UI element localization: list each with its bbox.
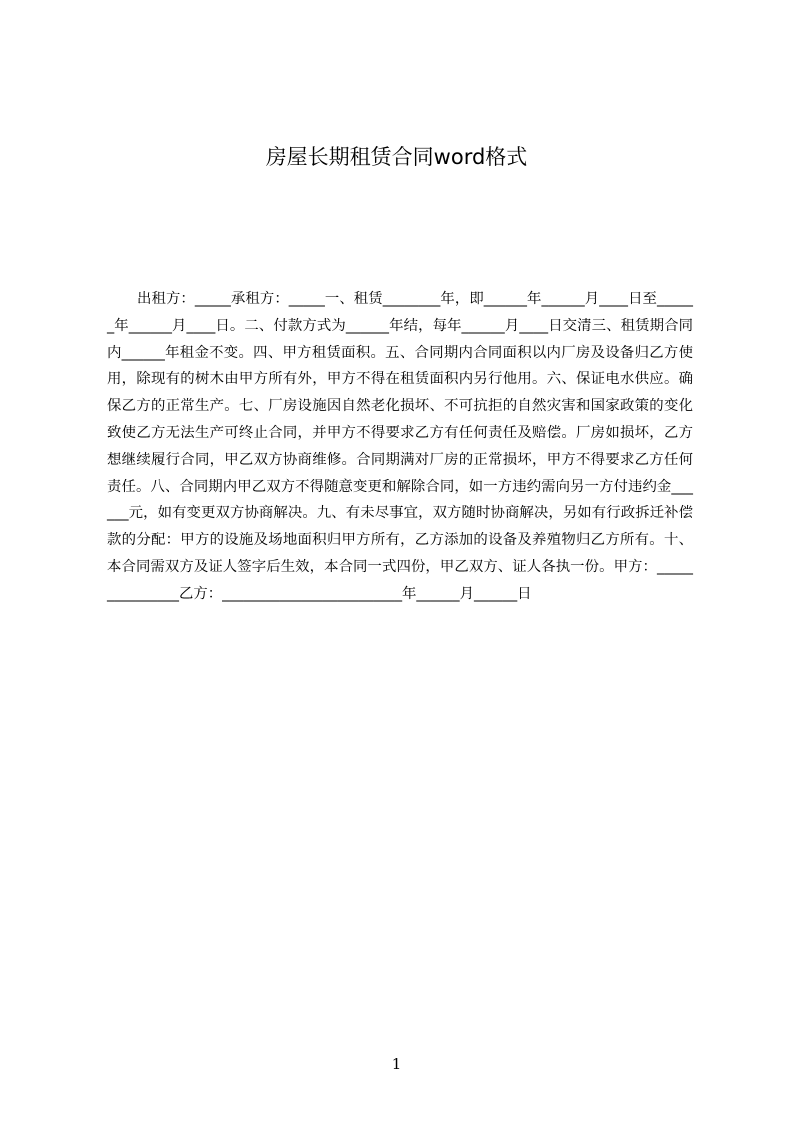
page-number: 1: [391, 1055, 402, 1073]
contract-body: 出租方：_____承租方：_____一、租赁________年，即______年______月____日至______年______月____日。二、付款方式为______年结，每年______月____日交清三、租赁期合同内______年租金不变。四、甲方租赁面积。五、合同期内合同面积以内厂房及设备归乙方使用，除现有的树木由甲方所有外，甲方不得在租赁面积内另行他用。六、保证电水供应。确保乙方的正常生产。七、厂房设施因自然老化损坏、不可抗拒的自然灾害和国家政策的变化致使乙方无法生产可终止合同，并甲方不得要求乙方有任何责任及赔偿。厂房如损坏，乙方想继续履行合同，甲乙双方协商维修。合同期满对厂房的正常损坏，甲方不得要求乙方任何责任。八、合同期内甲乙双方不得随意变更和解除合同，如一方违约需向另一方付违约金______元，如有变更双方协商解决。九、有未尽事宜，双方随时协商解决，另如有行政拆迁补偿款的分配：甲方的设施及场地面积归甲方所有，乙方添加的设备及养殖物归乙方所有。十、本合同需双方及证人签字后生效，本合同一式四份，甲乙双方、证人各执一份。甲方：_______________乙方：_________________________年______月______日: [107, 291, 693, 602]
document-title: 房屋长期租赁合同word格式: [265, 145, 528, 169]
